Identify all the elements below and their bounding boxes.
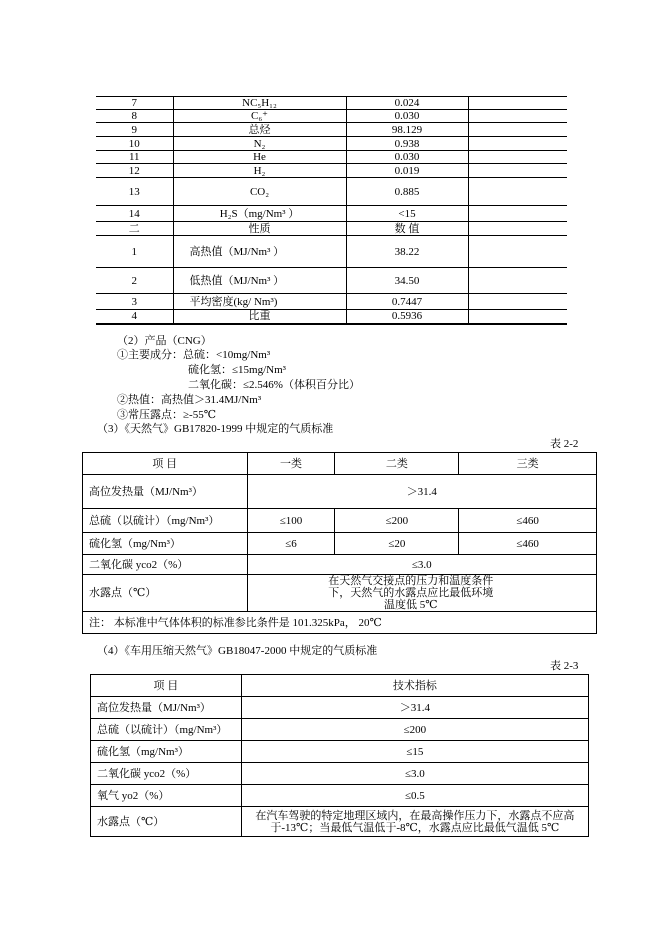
composition-cell-blank [468, 236, 567, 268]
product-line-1: ①主要成分：总硫：<10mg/Nm³ [117, 349, 271, 361]
t22-header-class2: 二类 [335, 453, 459, 475]
composition-cell-item: N₂ [173, 137, 346, 151]
t23-row-value: ≤0.5 [241, 785, 588, 807]
composition-cell-no: 14 [96, 206, 173, 222]
composition-cell-item: H₂S（mg/Nm³ ） [173, 206, 346, 222]
t22-note: 注： 本标准中气体体积的标准参比条件是 101.325kPa， 20℃ [83, 612, 597, 634]
composition-cell-no: 4 [96, 310, 173, 324]
composition-cell-item: 高热值（MJ/Nm³ ） [173, 236, 346, 268]
composition-cell-item: He [173, 151, 346, 164]
composition-cell-blank [468, 178, 567, 206]
t22-cell: ≤6 [247, 533, 335, 555]
composition-cell-item: 性质 [173, 222, 346, 236]
composition-cell-no: 12 [96, 164, 173, 178]
composition-cell-blank [468, 110, 567, 123]
composition-cell-item: NC₅H₁₂ [173, 97, 346, 110]
composition-cell-value: 34.50 [346, 268, 468, 294]
t23-header-spec: 技术指标 [241, 675, 588, 697]
composition-cell-blank [468, 97, 567, 110]
t23-row-value: 在汽车驾驶的特定地理区域内，在最高操作压力下，水露点不应高于-13℃；当最低气温低于-8℃，水露点应比最低气温低 5℃ [241, 807, 588, 837]
composition-cell-value: 0.5936 [346, 310, 468, 324]
product-line-2: 硫化氢：≤15mg/Nm³ [188, 364, 286, 376]
composition-cell-value: 0.885 [346, 178, 468, 206]
composition-cell-blank [468, 222, 567, 236]
composition-cell-no: 2 [96, 268, 173, 294]
composition-cell-blank [468, 294, 567, 310]
table-2-2-label: 表 2-2 [550, 438, 579, 450]
t22-row-merged: 在天然气交接点的压力和温度条件下，天然气的水露点应比最低环境温度低 5℃ [247, 575, 596, 612]
composition-cell-item: 比重 [173, 310, 346, 324]
composition-cell-value: 0.024 [346, 97, 468, 110]
t23-row-value: ≤3.0 [241, 763, 588, 785]
t23-header-item: 项 目 [91, 675, 242, 697]
t22-header-item: 项 目 [83, 453, 248, 475]
composition-cell-blank [468, 164, 567, 178]
composition-cell-blank [468, 137, 567, 151]
t22-row-label: 硫化氢（mg/Nm³） [83, 533, 248, 555]
t23-row-value: ≤15 [241, 741, 588, 763]
composition-cell-item: H₂ [173, 164, 346, 178]
t22-cell: ≤460 [459, 533, 597, 555]
t23-row-label: 水露点（℃） [91, 807, 242, 837]
product-line-3: 二氧化碳：≤2.546%（体积百分比） [188, 379, 360, 391]
t23-row-label: 氧气 yo2（%） [91, 785, 242, 807]
composition-cell-item: 总烃 [173, 123, 346, 137]
t23-row-label: 二氧化碳 yco2（%） [91, 763, 242, 785]
table-2-2 [82, 452, 597, 634]
composition-cell-item: 低热值（MJ/Nm³ ） [173, 268, 346, 294]
composition-cell-no: 7 [96, 97, 173, 110]
composition-cell-no: 13 [96, 178, 173, 206]
composition-cell-blank [468, 123, 567, 137]
composition-cell-no: 3 [96, 294, 173, 310]
section4-title: （4）《车用压缩天然气》GB18047-2000 中规定的气质标准 [97, 645, 378, 657]
composition-cell-value: 38.22 [346, 236, 468, 268]
composition-cell-value: 0.938 [346, 137, 468, 151]
composition-cell-value: <15 [346, 206, 468, 222]
t22-cell: ≤20 [335, 533, 459, 555]
t22-row-label: 二氧化碳 yco2（%） [83, 555, 248, 575]
composition-cell-value: 数 值 [346, 222, 468, 236]
composition-cell-blank [468, 310, 567, 324]
composition-cell-no: 8 [96, 110, 173, 123]
product-line-4: ②热值：高热值＞31.4MJ/Nm³ [117, 394, 262, 406]
t23-row-value: ＞31.4 [241, 697, 588, 719]
t22-header-class3: 三类 [459, 453, 597, 475]
composition-cell-blank [468, 151, 567, 164]
t23-row-label: 总硫（以硫计）（mg/Nm³） [91, 719, 242, 741]
table-2-3-label: 表 2-3 [550, 660, 579, 672]
t23-row-label: 高位发热量（MJ/Nm³） [91, 697, 242, 719]
composition-cell-no: 10 [96, 137, 173, 151]
composition-cell-item: C₆⁺ [173, 110, 346, 123]
composition-cell-no: 1 [96, 236, 173, 268]
composition-cell-blank [468, 206, 567, 222]
t22-row-merged: ＞31.4 [247, 475, 596, 509]
t22-row-label: 高位发热量（MJ/Nm³） [83, 475, 248, 509]
t22-row-label: 水露点（℃） [83, 575, 248, 612]
composition-cell-value: 0.7447 [346, 294, 468, 310]
t23-row-label: 硫化氢（mg/Nm³） [91, 741, 242, 763]
composition-cell-no: 二 [96, 222, 173, 236]
product-line-5: ③常压露点：≥-55℃ [117, 409, 217, 421]
product-title: （2）产品（CNG） [117, 335, 212, 347]
t22-row-merged: ≤3.0 [247, 555, 596, 575]
composition-cell-value: 0.019 [346, 164, 468, 178]
composition-cell-value: 98.129 [346, 123, 468, 137]
composition-cell-value: 0.030 [346, 151, 468, 164]
composition-cell-item: 平均密度(kg/ Nm³) [173, 294, 346, 310]
t22-header-class1: 一类 [247, 453, 335, 475]
composition-cell-no: 9 [96, 123, 173, 137]
t22-cell: ≤460 [459, 509, 597, 533]
composition-table [96, 96, 567, 325]
t23-row-value: ≤200 [241, 719, 588, 741]
composition-cell-value: 0.030 [346, 110, 468, 123]
section3-title: （3）《天然气》GB17820-1999 中规定的气质标准 [97, 423, 334, 435]
composition-cell-item: CO₂ [173, 178, 346, 206]
t22-cell: ≤100 [247, 509, 335, 533]
t22-cell: ≤200 [335, 509, 459, 533]
t22-row-label: 总硫（以硫计）（mg/Nm³） [83, 509, 248, 533]
composition-cell-blank [468, 268, 567, 294]
composition-cell-no: 11 [96, 151, 173, 164]
table-2-3 [90, 674, 589, 837]
